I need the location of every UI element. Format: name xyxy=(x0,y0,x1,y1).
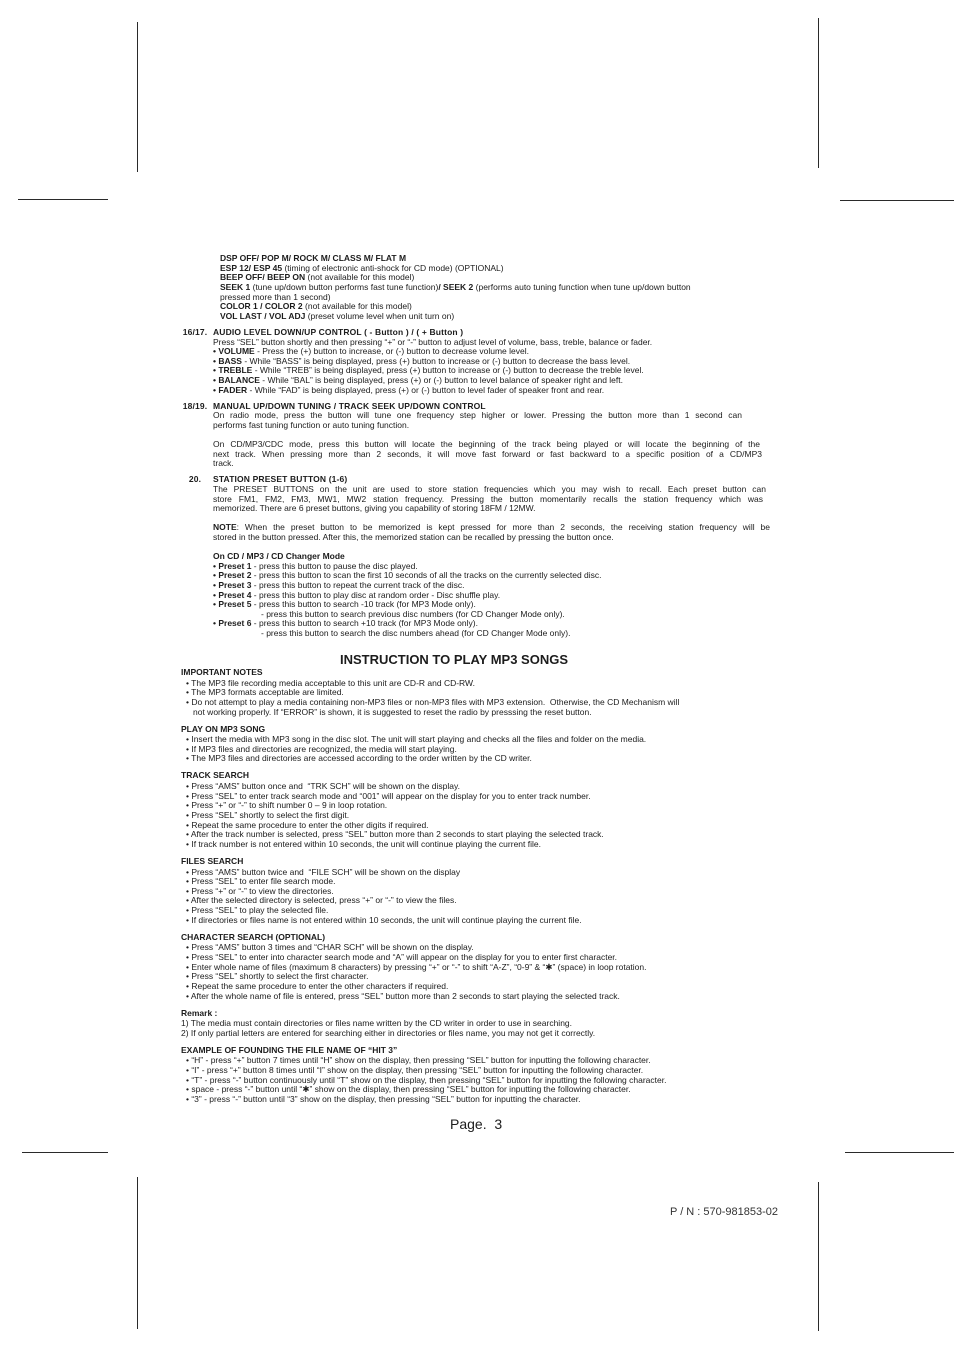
bullet-item: • Press “AMS” button twice and “FILE SCH” will be shown on the display xyxy=(186,866,461,877)
bullet-item: • Insert the media with MP3 song in the disc slot. The unit will start playing and checks all the files and folder on the media. xyxy=(186,734,647,745)
body-text: : When the preset button to be memorized is kept pressed for more than 2 seconds, the receiving station frequency will be xyxy=(236,523,770,533)
bold-text: • FADER xyxy=(213,384,248,395)
bullet-item: • “I” - press “+” button 8 times until “I” show on the display, then pressing “SEL” button for inputting the following character. xyxy=(186,1065,644,1076)
bullet-item: • Press “+” or “-” to shift number 0 – 9 in loop rotation. xyxy=(186,800,388,811)
bullet-item: • Repeat the same procedure to enter the other digits if required. xyxy=(186,819,429,830)
control-section xyxy=(0,402,954,469)
bullet-item: • If track number is not entered within 10 seconds, the unit will continue playing the current file. xyxy=(186,838,541,849)
bold-text: • Preset 6 xyxy=(213,618,252,629)
guide-heading: FILES SEARCH xyxy=(181,855,244,866)
text-line xyxy=(220,312,954,322)
text-line xyxy=(213,450,762,460)
text-line xyxy=(213,421,954,431)
text-line xyxy=(213,386,954,396)
guide-heading: EXAMPLE OF FOUNDING THE FILE NAME OF “HIT 3” xyxy=(181,1044,398,1055)
crop-mark-bottom-right-horizontal xyxy=(845,1152,954,1153)
bold-text: VOL LAST / VOL ADJ xyxy=(220,310,306,321)
guide-heading: PLAY ON MP3 SONG xyxy=(181,723,266,734)
body-text: - press this button to search +10 track (for MP3 Mode only). xyxy=(251,618,478,629)
body-text: memorized. There are 6 preset buttons, giving you capability of storing 18FM / 12MW. xyxy=(213,503,536,514)
guide-heading: IMPORTANT NOTES xyxy=(181,667,263,677)
bullet-item: • The MP3 files and directories are accessed according to the order written by the CD writer. xyxy=(186,753,532,764)
bold-text: SEEK 1 xyxy=(220,281,251,292)
body-text: - press this button to search previous disc numbers (for CD Changer Mode only). xyxy=(261,608,565,619)
guide-section xyxy=(0,725,954,765)
text-line xyxy=(213,459,954,469)
bullet-item: • After the selected directory is selected, press “+” or “-” to view the files. xyxy=(186,895,457,906)
crop-mark-bottom-left-horizontal xyxy=(22,1152,108,1153)
section-number: 20. xyxy=(188,474,202,485)
section-heading xyxy=(0,328,954,338)
crop-mark-top-right-vertical xyxy=(818,18,819,168)
bold-text: • Preset 4 xyxy=(213,589,252,600)
guide-section xyxy=(0,857,954,925)
control-section xyxy=(0,475,954,638)
control-section xyxy=(0,328,954,395)
body-text: On CD/MP3/CDC mode, press this button will locate the beginning of the track being played or will locate the beginning of the xyxy=(213,440,760,450)
guide-section xyxy=(0,668,954,717)
text-line xyxy=(213,504,954,514)
body-text: (not available for this model) xyxy=(305,272,415,283)
paragraph xyxy=(213,523,954,542)
bold-text: On CD / MP3 / CD Changer Mode xyxy=(213,551,345,561)
crop-mark-bottom-left-vertical xyxy=(137,1177,138,1329)
bullet-item: • Press “AMS” button 3 times and “CHAR SCH” will be shown on the display. xyxy=(186,942,474,953)
bullet-continuation: not working properly. If “ERROR” is shown, it is suggested to reset the radio by presssing the reset button. xyxy=(193,706,592,717)
bullet-item: • Repeat the same procedure to enter the other characters if required. xyxy=(186,980,449,991)
bold-text: NOTE xyxy=(213,523,237,533)
bullet-item: • Press “SEL” to enter track search mode and “001” will appear on the display for you to enter track number. xyxy=(186,790,591,801)
section-heading xyxy=(0,402,954,412)
bullet-item: • Press “SEL” shortly to select the first character. xyxy=(186,971,369,982)
bullet-item: • Press “SEL” to enter into character search mode and “A” will appear on the display for you to enter first character. xyxy=(186,952,618,963)
body-text: (performs auto tuning function when tune up/down button xyxy=(473,281,691,292)
text-line xyxy=(213,533,954,543)
bold-text: • Preset 5 xyxy=(213,599,252,610)
bullet-item: • “3” - press “-” button until “3” show on the display, then pressing “SEL” button for inputting the character. xyxy=(186,1094,581,1105)
crop-mark-top-left-vertical xyxy=(137,22,138,172)
guide-section xyxy=(0,1009,954,1039)
bullet-item: • If directories or files name is not entered within 10 seconds, the unit will continue playing the current file. xyxy=(186,914,582,925)
bullet-item: • Do not attempt to play a media containing non-MP3 files or non-MP3 files with MP3 extension. Otherwise, the CD Mechanism will xyxy=(186,696,680,707)
body-text: pressed more than 1 second) xyxy=(220,291,331,302)
body-text: (timing of electronic anti-shock for CD mode) (OPTIONAL) xyxy=(282,262,504,273)
bullet-item: • Press “SEL” to play the selected file. xyxy=(186,905,329,916)
settings-list xyxy=(0,254,954,321)
body-text: - press this button to repeat the current track of the disc. xyxy=(251,579,465,590)
paragraph xyxy=(213,485,954,514)
bullet-item: • Enter whole name of files (maximum 8 characters) by pressing “+” or “-” to shift “A-Z”, “0-9” & “✱” (space) in loop rotation. xyxy=(186,961,647,972)
bold-text: COLOR 1 / COLOR 2 xyxy=(220,301,303,312)
crop-mark-top-left-horizontal xyxy=(18,199,108,200)
bullet-item: • The MP3 file recording media acceptable to this unit are CD-R and CD-RW. xyxy=(186,677,475,688)
section-number: 16/17. xyxy=(182,326,208,337)
part-number: P / N : 570-981853-02 xyxy=(670,1206,779,1218)
body-text: Press “SEL” button shortly and then pressing “+” or “-” button to adjust level of volume, bass, treble, balance or fader. xyxy=(213,336,653,347)
crop-mark-bottom-right-vertical xyxy=(818,1182,819,1331)
section-title: MANUAL UP/DOWN TUNING / TRACK SEEK UP/DOWN CONTROL xyxy=(213,400,486,411)
text-line xyxy=(213,629,954,639)
body-text: - Press the (+) button to increase, or (-) button to decrease volume level. xyxy=(254,346,529,357)
body-text: track. xyxy=(213,458,234,469)
bold-text: • BALANCE xyxy=(213,375,260,386)
body-text: stored in the button pressed. After this, the memorized station can be recalled by pressing the button once. xyxy=(213,531,614,542)
paragraph xyxy=(213,440,954,469)
manual-upper-content xyxy=(0,254,954,639)
guide-heading: TRACK SEARCH xyxy=(181,770,249,781)
numbered-note: 2) If only partial letters are entered for searching either in directories or files name, you may not get it correctly. xyxy=(181,1027,596,1038)
bullet-item: • Press “AMS” button once and “TRK SCH” will be shown on the display. xyxy=(186,781,460,792)
text-line xyxy=(213,485,766,495)
bold-text: • BASS xyxy=(213,355,242,366)
guide-section xyxy=(0,933,954,1001)
text-line xyxy=(213,440,760,450)
bullet-item: • The MP3 formats acceptable are limited. xyxy=(186,687,344,698)
bold-text: ESP 12/ ESP 45 xyxy=(220,262,283,273)
control-sections xyxy=(0,328,954,639)
bullet-item: • “T” - press “-” button continuously until “T” show on the display, then pressing “SEL” button for inputting the following character. xyxy=(186,1074,667,1085)
bullet-item: • After the track number is selected, press “SEL” button more than 2 seconds to start playing the selected track. xyxy=(186,829,604,840)
body-text: On radio mode, press the button will tune one frequency step higher or lower. Pressing the button more than 1 second can xyxy=(213,411,742,421)
body-text: - press this button to search the disc numbers ahead (for CD Changer Mode only). xyxy=(261,628,571,639)
bullet-item: • If MP3 files and directories are recognized, the media will start playing. xyxy=(186,743,457,754)
body-text: - press this button to scan the first 10 seconds of all the tracks on the currently selected disc. xyxy=(251,570,602,581)
section-title: AUDIO LEVEL DOWN/UP CONTROL ( - Button ) / ( + Button ) xyxy=(213,326,464,337)
body-text: The PRESET BUTTONS on the unit are used to store station frequencies which you may wish to recall. Each preset button can xyxy=(213,485,766,495)
crop-mark-top-right-horizontal xyxy=(840,200,954,201)
paragraph xyxy=(213,411,954,430)
bullet-item: • Press “SEL” to enter file search mode. xyxy=(186,876,336,887)
bullet-item: • space - press “-” button until “✱” show on the display, then pressing “SEL” button for inputting the following character. xyxy=(186,1084,631,1095)
bold-text: • VOLUME xyxy=(213,346,255,357)
body-text: - While “BAL” is being displayed, press (+) or (-) button to level balance of speaker right and left. xyxy=(259,375,623,386)
body-text: store FM1, FM2, FM3, MW1, MW2 station frequency. Pressing the button momentarily recalls the station frequency which was xyxy=(213,494,763,504)
body-text: - press this button to play disc at random order - Disc shuffle play. xyxy=(251,589,501,600)
bold-text: BEEP OFF/ BEEP ON xyxy=(220,272,306,283)
body-text: - press this button to search -10 track (for MP3 Mode only). xyxy=(251,599,476,610)
section-number: 18/19. xyxy=(182,400,208,411)
bold-text: DSP OFF/ POP M/ ROCK M/ CLASS M/ FLAT M xyxy=(220,253,407,263)
bullet-item: • After the whole name of file is entered, press “SEL” button more than 2 seconds to start playing the selected track. xyxy=(186,990,620,1001)
paragraph xyxy=(213,338,954,396)
bullet-item: • Press “+” or “-” to view the directories. xyxy=(186,885,334,896)
body-text: - press this button to pause the disc played. xyxy=(251,560,418,571)
bullet-item: • Press “SEL” shortly to select the first digit. xyxy=(186,810,350,821)
guide-heading: CHARACTER SEARCH (OPTIONAL) xyxy=(181,931,326,942)
body-text: - While “BASS” is being displayed, press (+) button to increase or (-) button to decrease the bass level. xyxy=(241,355,631,366)
page-number: Page. 3 xyxy=(450,1116,503,1132)
body-text: (tune up/down button performs fast tune function) xyxy=(250,281,439,292)
bold-text: / SEEK 2 xyxy=(438,281,474,292)
section-heading xyxy=(0,475,954,485)
bold-text: • TREBLE xyxy=(213,365,253,376)
numbered-note: 1) The media must contain directories or files name written by the CD writer in order to use in searching. xyxy=(181,1018,573,1029)
guide-heading: Remark : xyxy=(181,1007,218,1018)
body-text: (not available for this model) xyxy=(302,301,412,312)
body-text: performs fast tuning function or auto tuning function. xyxy=(213,420,410,431)
bold-text: • Preset 1 xyxy=(213,560,252,571)
guide-section xyxy=(0,1046,954,1105)
mp3-guide xyxy=(0,668,954,1105)
bold-text: • Preset 3 xyxy=(213,579,252,590)
body-text: - While “TREB” is being displayed, press (+) button to increase or (-) button to decrease the treble level. xyxy=(252,365,644,376)
guide-section xyxy=(0,771,954,849)
bold-text: • Preset 2 xyxy=(213,570,252,581)
body-text: - While “FAD” is being displayed, press (+) or (-) button to level fader of speaker front and rear. xyxy=(247,384,605,395)
section-title: STATION PRESET BUTTON (1-6) xyxy=(213,474,348,485)
body-text: (preset volume level when unit turn on) xyxy=(305,310,455,321)
page-title: INSTRUCTION TO PLAY MP3 SONGS xyxy=(339,652,569,667)
body-text: next track. When pressing more than 2 seconds, it will move fast forward or fast backward to a specific position of a CD/MP3 xyxy=(213,449,762,459)
bullet-item: • “H” - press “+” button 7 times until “H” show on the display, then pressing “SEL” button for inputting the following character. xyxy=(186,1055,651,1066)
paragraph xyxy=(213,552,954,639)
